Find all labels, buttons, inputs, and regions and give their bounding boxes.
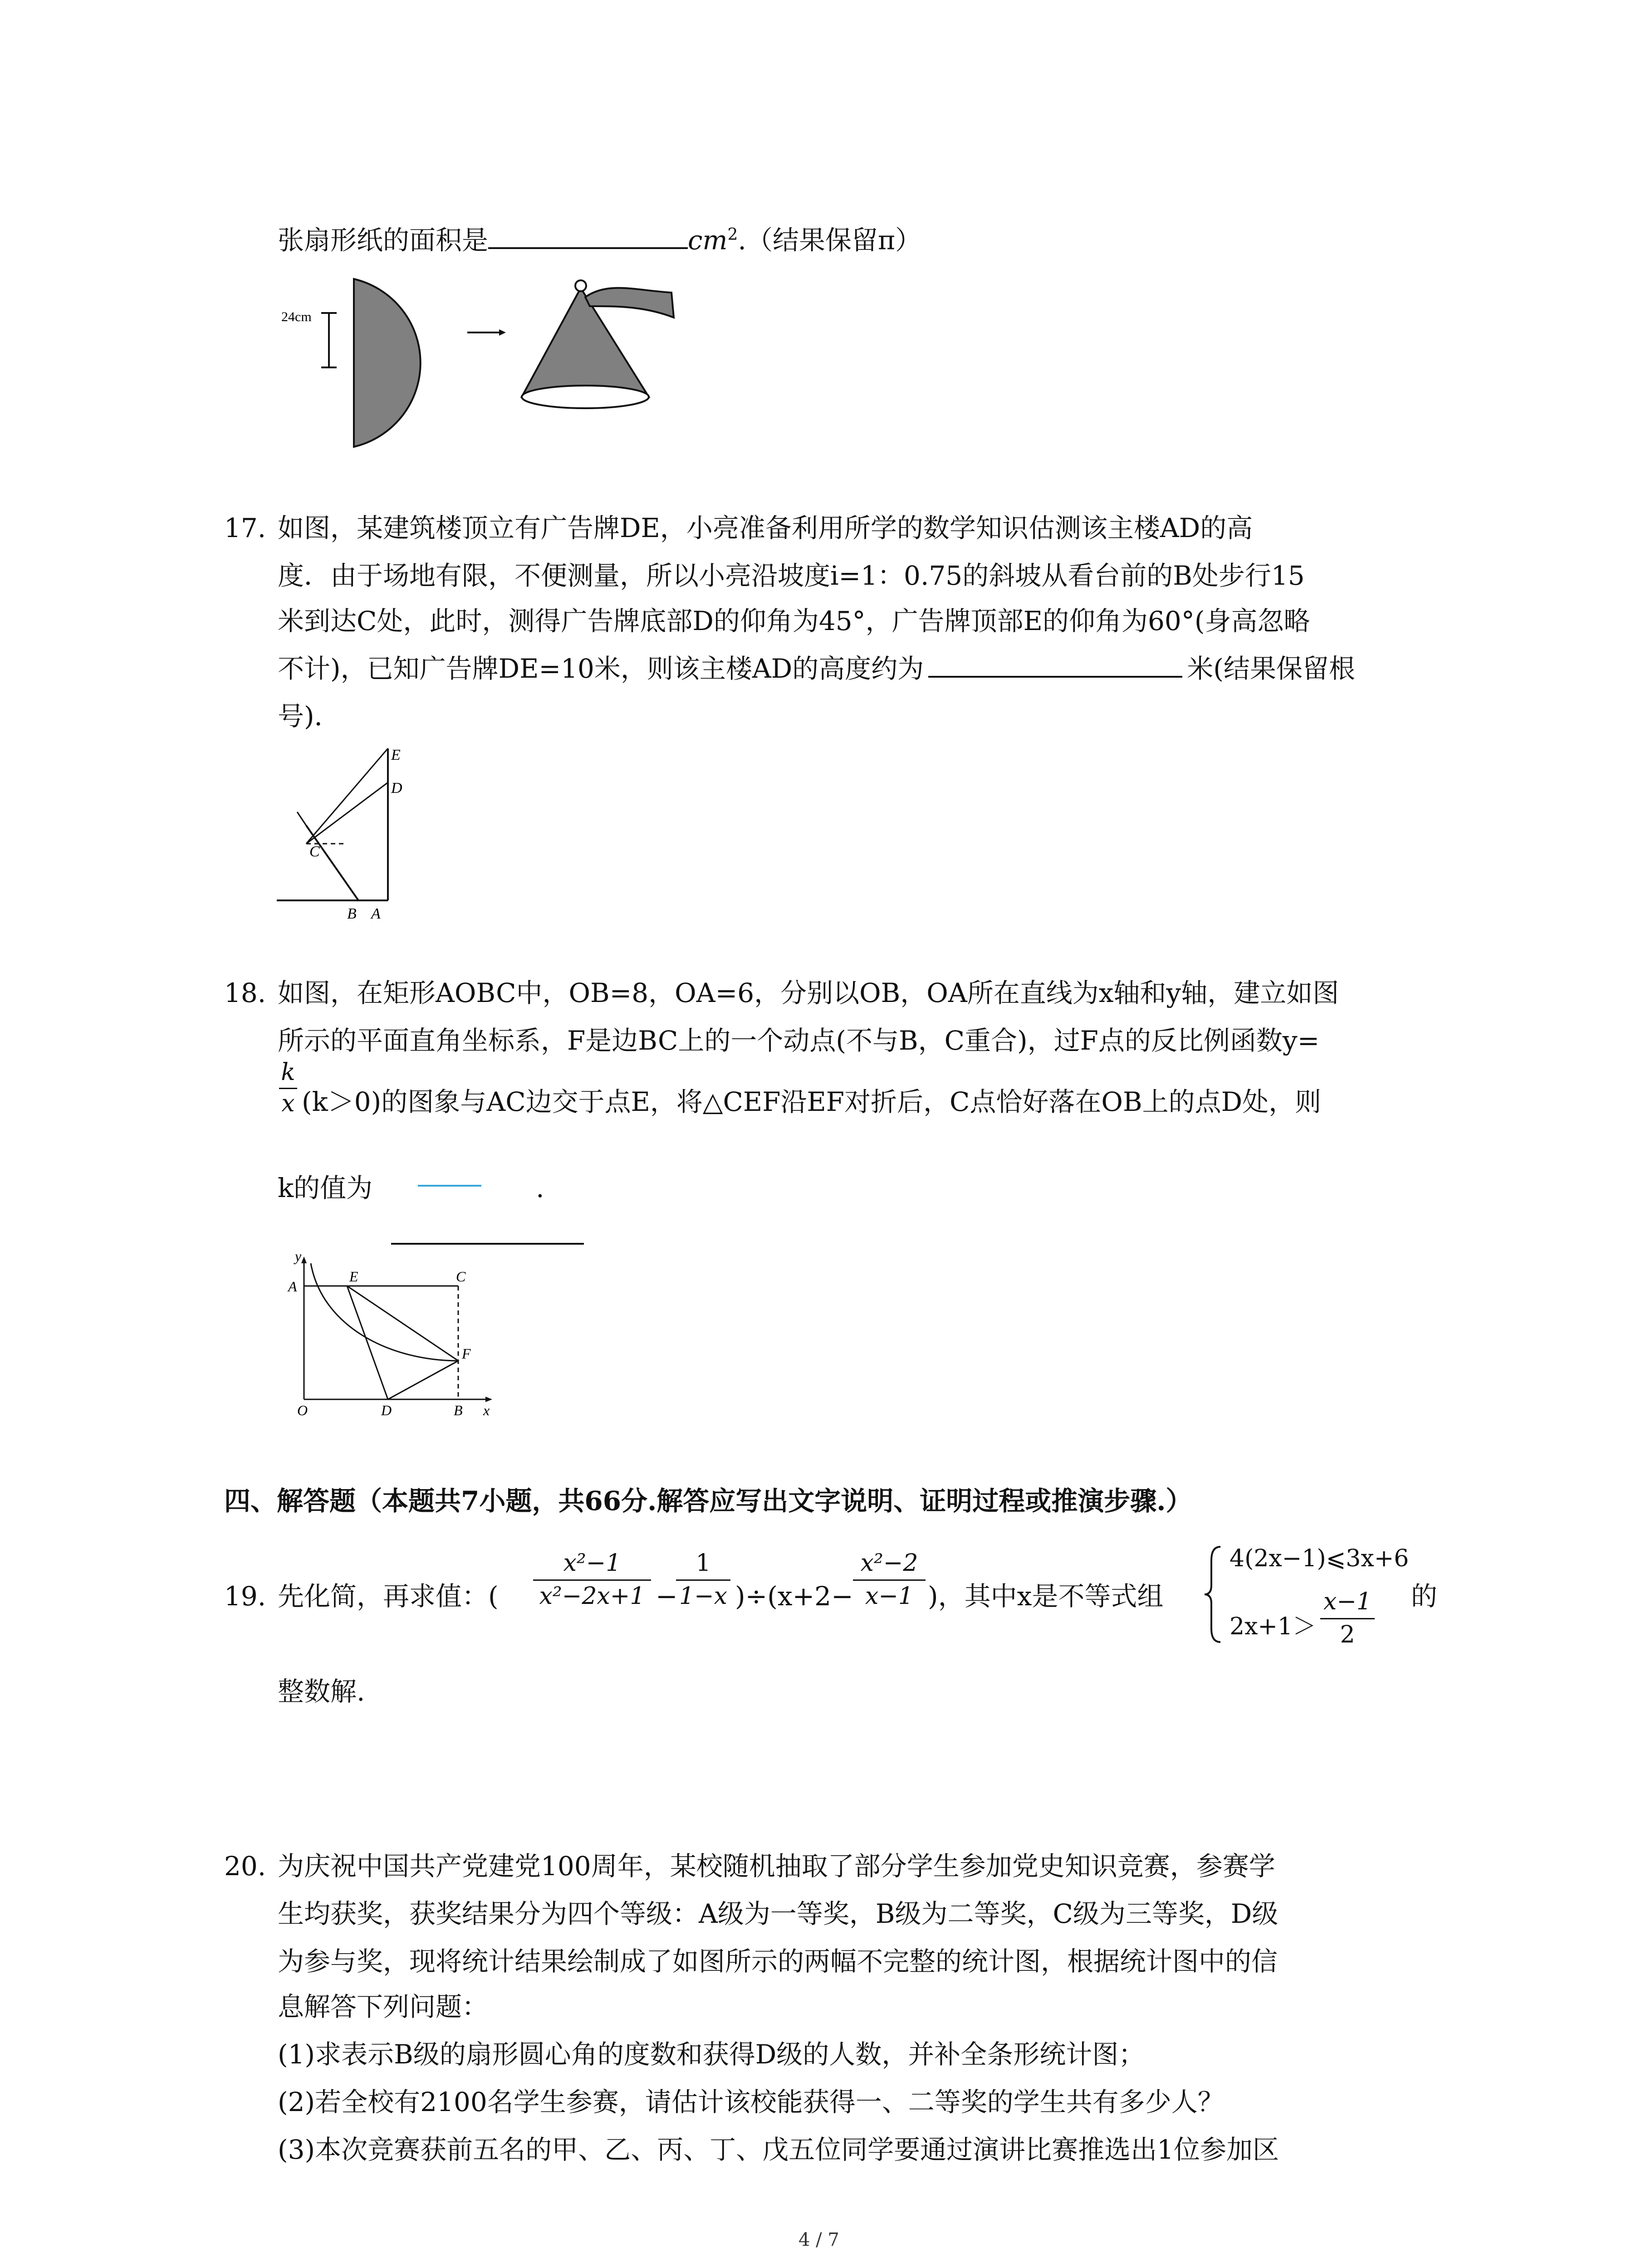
q19-brace xyxy=(1202,1542,1225,1647)
q18-number: 18. xyxy=(224,978,266,1008)
q17-label-d: D xyxy=(391,780,402,797)
section-4-heading: 四、解答题（本题共7小题，共66分.解答应写出文字说明、证明过程或推演步骤.） xyxy=(224,1486,1192,1516)
q18-label-e: E xyxy=(349,1268,358,1285)
q17-line1: 如图，某建筑楼顶立有广告牌DE，小亮准备利用所学的数学知识估测该主楼AD的高 xyxy=(278,513,1253,543)
q17-number: 17. xyxy=(224,513,266,543)
q19-line2: 整数解. xyxy=(278,1676,365,1707)
q17-label-c: C xyxy=(309,843,320,860)
q19-inequality-2: 2x+1＞ xyxy=(1230,1613,1317,1640)
q16-dimension-label: 24cm xyxy=(281,309,312,324)
q17-line3: 米到达C处，此时，测得广告牌底部D的仰角为45°，广告牌顶部E的仰角为60°(身高忽略 xyxy=(278,606,1310,636)
q18-label-f: F xyxy=(462,1345,471,1362)
q18-underline xyxy=(391,1243,584,1245)
q20-line2: 生均获奖，获奖结果分为四个等级：A级为一等奖，B级为二等奖，C级为三等奖，D级 xyxy=(278,1898,1279,1929)
q19-fraction-1: x²−1 x²−2x+1 xyxy=(533,1551,651,1608)
q20-line4: 息解答下列问题： xyxy=(278,1991,489,2022)
q18-line2: 所示的平面直角坐标系，F是边BC上的一个动点(不与B，C重合)，过F点的反比例函数y= xyxy=(278,1025,1320,1056)
q20-number: 20. xyxy=(224,1851,266,1882)
q19-number: 19. xyxy=(224,1581,266,1612)
q18-line1: 如图，在矩形AOBC中，OB=8，OA=6，分别以OB，OA所在直线为x轴和y轴，建立如图 xyxy=(278,978,1339,1008)
q19-post: )，其中x是不等式组 xyxy=(928,1581,1164,1612)
q19-inequality-1: 4(2x−1)⩽3x+6 xyxy=(1230,1545,1409,1572)
q17-line4: 不计)，已知广告牌DE=10米，则该主楼AD的高度约为 米(结果保留根 xyxy=(278,653,1355,684)
q18-label-b: B xyxy=(454,1402,463,1418)
q17-answer-blank[interactable] xyxy=(928,673,1182,678)
q19-fraction-2: 1 1−x xyxy=(676,1551,730,1608)
q18-label-o: O xyxy=(297,1402,308,1418)
q17-line5: 号)． xyxy=(278,701,341,732)
q19-pre: 先化简，再求值：( xyxy=(278,1581,499,1612)
q16-figure xyxy=(272,272,681,454)
q16-answer-blank[interactable] xyxy=(488,244,688,249)
q20-line5: (1)求表示B级的扇形圆心角的度数和获得D级的人数，并补全条形统计图； xyxy=(278,2039,1145,2070)
q18-label-d: D xyxy=(381,1402,392,1418)
q18-answer-blank[interactable] xyxy=(418,1175,481,1187)
q17-figure xyxy=(272,739,417,930)
q20-line6: (2)若全校有2100名学生参赛，请估计该校能获得一、二等奖的学生共有多少人？ xyxy=(278,2087,1224,2117)
q19-mid: )÷(x+2− xyxy=(735,1581,853,1612)
q18-fraction-k-over-x: k x xyxy=(279,1061,297,1115)
q18-label-a: A xyxy=(288,1278,297,1295)
q19-de: 的 xyxy=(1411,1581,1438,1612)
page-number: 4 / 7 xyxy=(798,2229,839,2250)
q18-label-x: x xyxy=(483,1402,490,1418)
q20-line3: 为参与奖，现将统计结果绘制成了如图所示的两幅不完整的统计图，根据统计图中的信 xyxy=(278,1946,1278,1977)
q18-label-c: C xyxy=(456,1268,466,1285)
q18-line3: (k＞0)的图象与AC边交于点E，将△CEF沿EF对折后，C点恰好落在OB上的点D处，则 xyxy=(302,1086,1322,1117)
q17-label-e: E xyxy=(391,747,401,763)
q16-line1: 张扇形纸的面积是 $cm^2$.（结果保留π） xyxy=(278,225,921,256)
q20-line1: 为庆祝中国共产党建党100周年，某校随机抽取了部分学生参加党史知识竞赛，参赛学 xyxy=(278,1851,1275,1882)
q18-label-y: y xyxy=(295,1250,302,1264)
q19-minus: − xyxy=(656,1581,678,1612)
q19-inequality-fraction: x−1 2 xyxy=(1320,1590,1375,1647)
q17-line2: 度．由于场地有限，不便测量，所以小亮沿坡度i=1：0.75的斜坡从看台前的B处步行15 xyxy=(278,560,1305,591)
q17-label-b: B xyxy=(347,905,357,922)
q18-figure xyxy=(272,1250,508,1427)
q17-label-a: A xyxy=(371,905,381,922)
q20-line7: (3)本次竞赛获前五名的甲、乙、丙、丁、戊五位同学要通过演讲比赛推选出1位参加区 xyxy=(278,2134,1279,2165)
q18-line4: k的值为 . xyxy=(278,1173,544,1203)
q19-fraction-3: x²−2 x−1 xyxy=(853,1551,926,1608)
